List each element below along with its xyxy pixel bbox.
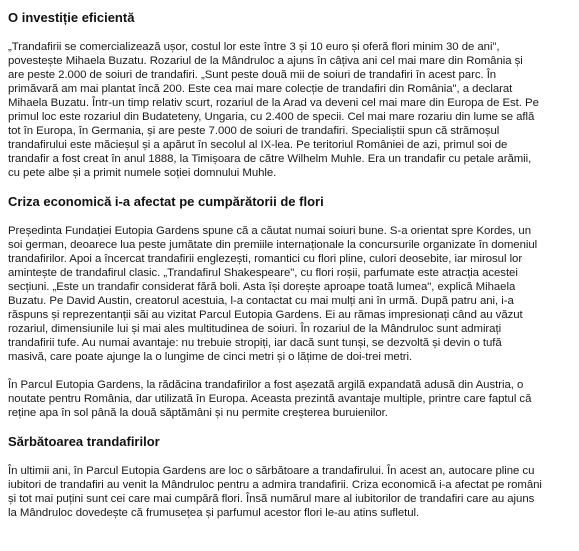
section-sarbatoare [8,434,571,520]
section-paragraph: Președinta Fundației Eutopia Gardens spune că a căutat numai soiuri bune. S-a orientat spre Kordes, un soi german, deoarece lua peste jumătate din premiile internaționale la concursurile organizate în domeniul trandafirilor. Apoi a încercat trandafirii englezești, romantici cu flori pline, culori deosebite, iar mirosul lor amintește de trandafirul clasic. „Trandafirul Shakespeare", cu flori roșii, parfumate este atracția acestei secțiuni. „Este un trandafir considerat fără boli. Asta își dorește aproape toată lumea", explică Mihaela Buzatu. Pe David Austin, creatorul acestuia, l-a contactat cu mai mulți ani în urmă. După patru ani, i-a răspuns și reprezentanții săi au vizitat Parcul Eutopia Gardens. Ei au rămas impresionați când au văzut rozariul, dimensiunile lui și mai ales multitudinea de soiuri. În rozariul de la Mândruloc sunt admirați trandafirii tufe. Au numai avantaje: nu trebuie stropiți, iar dacă sunt tunși, se dezvoltă și devin o tufă masivă, care poate ajunge la o lungime de cinci metri și o lățime de doi-trei metri. [8,225,538,363]
section-paragraph: În Parcul Eutopia Gardens, la rădăcina trandafirilor a fost așezată argilă expandată adusă din Austria, o noutate pentru România, dar utilizată în Europa. Aceasta prezintă avantaje multiple, printre care faptul că reține apa în sol până la două săptămâni și nu permite creșterea buruienilor. [8,379,532,419]
section-paragraph: În ultimii ani, în Parcul Eutopia Gardens are loc o sărbătoare a trandafirului. În acest an, autocare pline cu iubitori de trandafiri au venit la Mândruloc pentru a admira trandafirii. Criza economică i-a afectat pe români și tot mai puțini sunt cei care mai cumpără flori. Însă numărul mare al iubitorilor de trandafiri care au ajuns la Mândruloc dovedește că frumusețea și parfumul acestor flori le-au atins sufletul. [8,465,542,519]
section-criza [8,194,571,420]
section-paragraph: „Trandafirii se comercializează ușor, costul lor este între 3 și 10 euro și oferă flori minim 30 de ani", povestește Mihaela Buzatu. Rozariul de la Mândruloc a ajuns în câțiva ani cel mai mare din România și are peste 2.000 de soiuri de trandafiri. „Sunt peste două mii de soiuri de trandafiri în acest parc. În primăvară am mai plantat încă 200. Este cea mai mare colecție de trandafiri din România", a declarat Mihaela Buzatu. Într-un timp relativ scurt, rozariul de la Arad va deveni cel mai mare din Europa de Est. Pe primul loc este rozariul din Budateteny, Ungaria, cu 2.400 de specii. Cel mai mare rozariu din lume se află tot în Europa, în Germania, și are peste 7.000 de soiuri de trandafiri. Specialiștii spun că strămoșul trandafirului este măcieșul și a apărut în secolul al IX-lea. Pe teritoriul României de azi, primul soi de trandafir a fost creat în anul 1888, la Timișoara de către Wilhelm Muhle. Era un trandafir cu petale arămii, cu pete albe și a primit numele soției domnului Muhle. [8,41,539,179]
section-heading: O investiție eficientă [8,10,135,25]
section-heading: Sărbătoarea trandafirilor [8,434,160,449]
section-investitie [8,10,571,180]
section-heading: Criza economică i-a afectat pe cumpărătorii de flori [8,194,324,209]
